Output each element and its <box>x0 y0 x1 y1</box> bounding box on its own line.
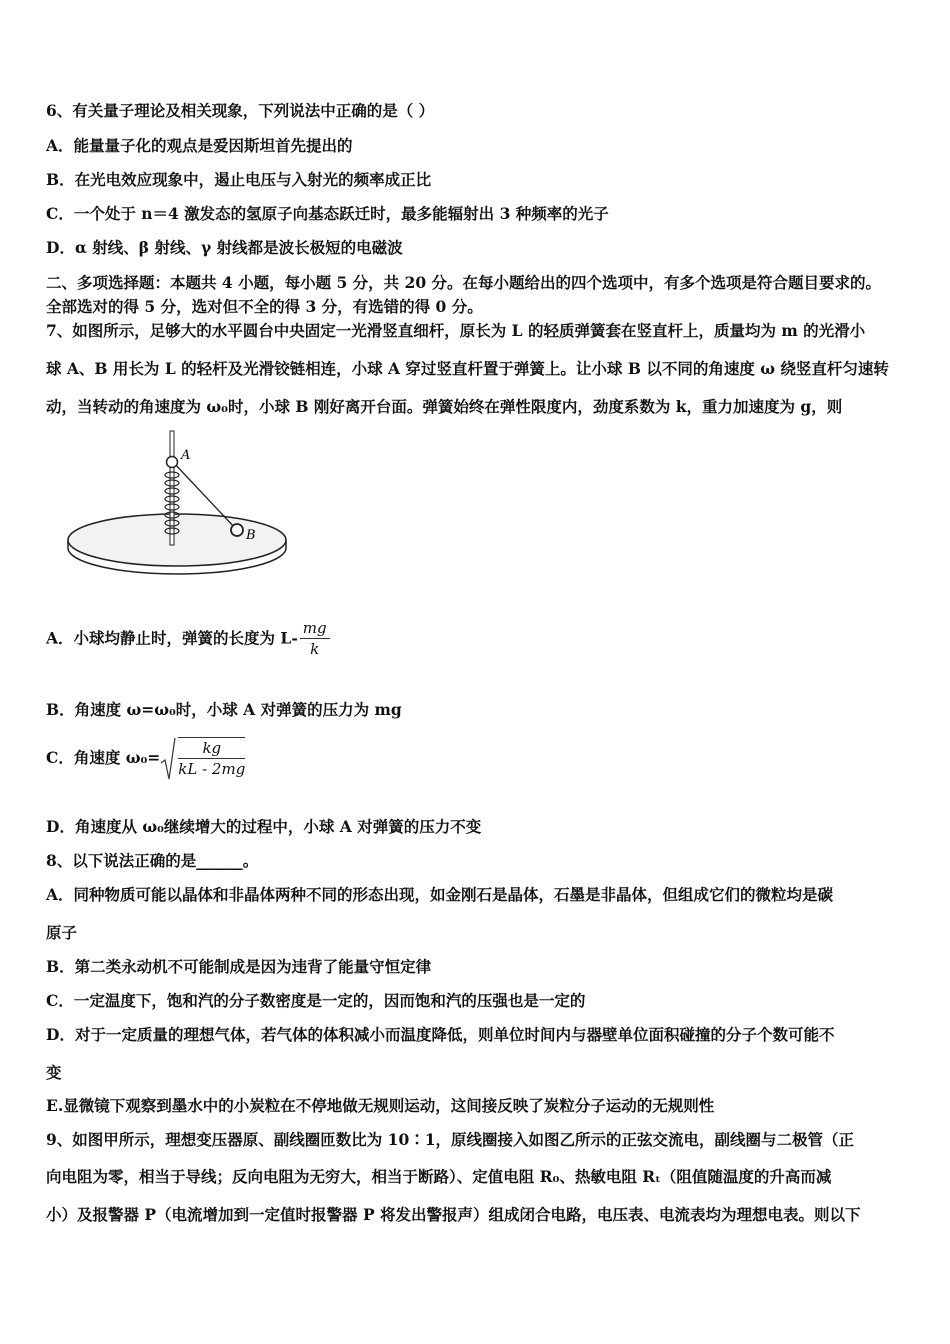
q6-option-c: C．一个处于 n＝4 激发态的氢原子向基态跃迁时，最多能辐射出 3 种频率的光子 <box>46 204 609 223</box>
q8-option-a-line2: 原子 <box>46 923 78 942</box>
q8-option-c: C．一定温度下，饱和汽的分子数密度是一定的，因而饱和汽的压强也是一定的 <box>46 991 586 1010</box>
q8-option-d-line2: 变 <box>46 1063 62 1082</box>
section2-heading-line1: 二、多项选择题：本题共 4 小题，每小题 5 分，共 20 分。在每小题给出的四个选项中，有多个选项是符合题目要求的。 <box>46 273 882 292</box>
q8-option-a-line1: A．同种物质可能以晶体和非晶体两种不同的形态出现，如金刚石是晶体，石墨是非晶体，但组成它们的微粒均是碳 <box>46 885 834 904</box>
q7-option-a-text: A．小球均静止时，弹簧的长度为 L- <box>46 628 298 648</box>
q7-stem-line3: 动，当转动的角速度为 ω₀时，小球 B 刚好离开台面。弹簧始终在弹性限度内，劲度系数为 k，重力加速度为 g，则 <box>46 397 843 416</box>
q7-stem-line1: 7、如图所示，足够大的水平圆台中央固定一光滑竖直细杆，原长为 L 的轻质弹簧套在竖直杆上，质量均为 m 的光滑小 <box>46 321 866 340</box>
label-a: A <box>181 448 191 463</box>
label-b: B <box>246 528 256 543</box>
fraction-denominator: kL - 2mg <box>178 760 246 778</box>
q7-option-a <box>46 618 332 659</box>
fraction-numerator: kg <box>178 738 245 759</box>
fraction-denominator: k <box>310 640 320 658</box>
q9-stem-line1: 9、如图甲所示，理想变压器原、副线圈匝数比为 10∶1，原线圈接入如图乙所示的正弦交流电，副线圈与二极管（正 <box>46 1130 855 1149</box>
q6-stem: 6、有关量子理论及相关现象，下列说法中正确的是（ ） <box>46 101 435 120</box>
q6-option-d: D．α 射线、β 射线、γ 射线都是波长极短的电磁波 <box>46 238 403 257</box>
q7-stem-line2: 球 A、B 用长为 L 的轻杆及光滑铰链相连，小球 A 穿过竖直杆置于弹簧上。让小球 B 以不同的角速度 ω 绕竖直杆匀速转 <box>46 359 889 378</box>
q8-stem: 8、以下说法正确的是______。 <box>46 851 259 870</box>
fraction-kg-over-kl-2mg <box>178 737 245 779</box>
ball-b <box>231 524 243 536</box>
q7-option-c-text: C．角速度 ω₀= <box>46 748 161 767</box>
q9-stem-line2: 向电阻为零，相当于导线；反向电阻为无穷大，相当于断路）、定值电阻 R₀、热敏电阻 Rₜ（阻值随温度的升高而减 <box>46 1167 832 1186</box>
q7-option-b: B．角速度 ω=ω₀时，小球 A 对弹簧的压力为 mg <box>46 700 402 719</box>
q8-option-e: E.显微镜下观察到墨水中的小炭粒在不停地做无规则运动，这间接反映了炭粒分子运动的无规则性 <box>46 1096 715 1115</box>
q6-option-b: B．在光电效应现象中，遏止电压与入射光的频率成正比 <box>46 170 432 189</box>
q8-option-b: B．第二类永动机不可能制成是因为违背了能量守恒定律 <box>46 957 432 976</box>
fraction-mg-over-k <box>300 618 330 659</box>
sqrt-expression <box>160 737 247 779</box>
q8-option-d-line1: D．对于一定质量的理想气体，若气体的体积减小而温度降低，则单位时间内与器壁单位面积碰撞的分子个数可能不 <box>46 1025 835 1044</box>
section2-heading-line2: 全部选对的得 5 分，选对但不全的得 3 分，有选错的得 0 分。 <box>46 297 483 316</box>
q9-stem-line3: 小）及报警器 P（电流增加到一定值时报警器 P 将发出警报声）组成闭合电路，电压表、电流表均为理想电表。则以下 <box>46 1205 861 1224</box>
q7-figure <box>60 425 300 585</box>
q7-option-c <box>46 737 247 779</box>
q7-option-d: D．角速度从 ω₀继续增大的过程中，小球 A 对弹簧的压力不变 <box>46 817 482 836</box>
ball-a <box>167 457 178 468</box>
fraction-numerator: mg <box>300 618 330 639</box>
q6-option-a: A．能量量子化的观点是爱因斯坦首先提出的 <box>46 136 353 155</box>
